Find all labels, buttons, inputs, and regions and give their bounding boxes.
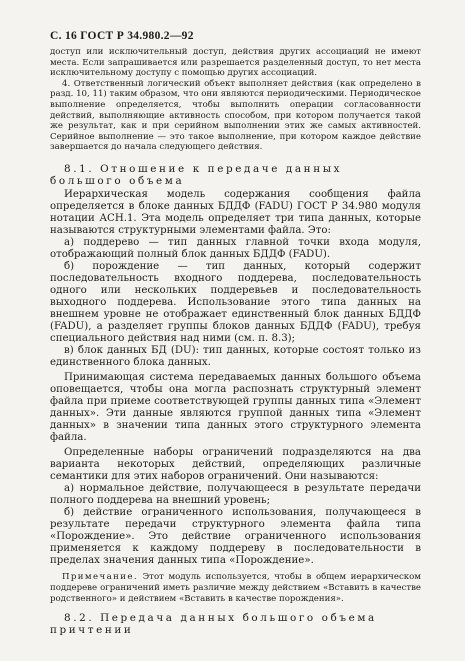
list-item-c-data-unit: в) блок данных БД (DU): тип данных, которые состоят только из единственного блока данных. [50, 345, 421, 369]
section-title-8-1: 8.1. Отношение к передаче данных большого объема [50, 162, 343, 188]
section-8-1-paragraph-constraints: Определенные наборы ограничений подразделяются на два варианта некоторых действий, определяющих различные семантики для этих наборов ограничений. Они называются: [50, 447, 421, 483]
section-8-1-paragraph-receiving: Принимающая система передаваемых данных большого объема оповещается, чтобы она могла распознать структурный элемент файла при приеме соответствующей группы данных типа «Элемент данных». Эти данные являются группой данных типа «Элемент данных» в значении типа данных этого структурного элемента файла. [50, 372, 421, 444]
note-paragraph [50, 572, 421, 604]
note-text: Этот модуль используется, чтобы в общем иерархическом поддереве ограничений иметь различие между действием «Вставить в качестве родственного» и действием «Вставить в качестве порождения». [50, 572, 421, 604]
section-title-8-2: 8.2. Передача данных большого объема причтении [50, 612, 377, 637]
note-label: Примечание. [62, 572, 138, 583]
section-8-1-paragraph-1: Иерархическая модель содержания сообщения файла определяется в блоке данных БДДФ (FADU) ГОСТ Р 34.980 модуля нотации АСН.1. Эта модель определяет три типа данных, которые называются структурными элементами файла. Это: [50, 189, 421, 237]
intro-paragraph-1: доступ или исключительный доступ, действия других ассоциаций не имеют места. Если запрашивается или разрешается разделенный доступ, то нет места исключительному доступу с помощью других ассоциаций. [50, 47, 421, 79]
list-item-b-limited-action: б) действие ограниченного использования, получающееся в результате передачи структурного элемента файла типа «Порождение». Это действие ограниченного использования применяется к каждому поддереву в последовательности в пределах значения данных типа «Порождение». [50, 507, 421, 567]
list-item-a-normal-action: а) нормальное действие, получающееся в результате передачи полного поддерева на внешний уровень; [50, 483, 421, 507]
intro-paragraph-2: 4. Ответственный логический объект выполняет действия (как определено в разд. 10, 11) таким образом, что они являются периодическими. Периодическое выполнение определяется, чтобы выполнить операции согласованности действий, выполняющие активность способом, при котором получается такой же результат, как и при серийном выполнении этих же самых активностей. Серийное выполнение — это такое выполнение, при котором каждое действие завершается до начала следующего действия. [50, 78, 421, 153]
page-header: С. 16 ГОСТ Р 34.980.2—92 [50, 30, 194, 42]
list-item-a-subtree: а) поддерево — тип данных главной точки входа модуля, отображающий полный блок данных БДДФ (FADU). [50, 237, 421, 261]
list-item-b-generation: б) порождение — тип данных, который содержит последовательность входного поддерева, последовательность одного или нескольких поддеревьев и последовательность выходного поддерева. Использование этого типа данных на внешнем уровне не отображает единственный блок данных БДДФ (FADU), а разделяет группы блоков данных БДДФ (FADU), требуя специального действия над ними (см. п. 8.3); [50, 261, 421, 345]
